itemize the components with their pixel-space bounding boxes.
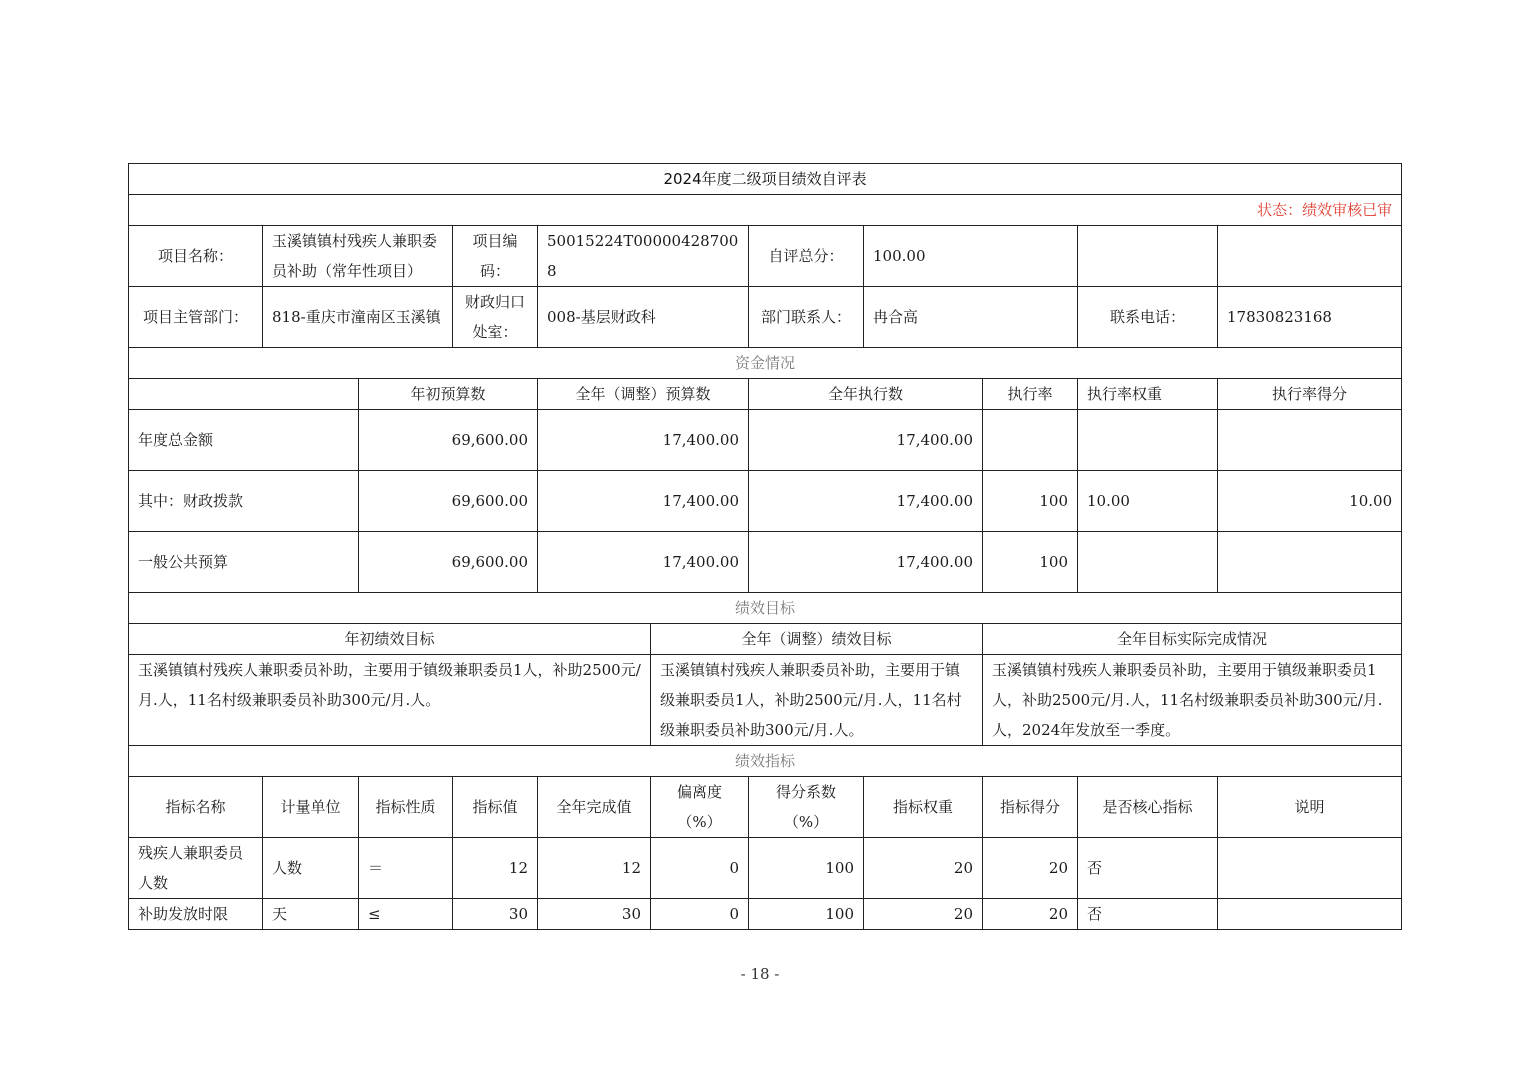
funds-row-score: [1218, 410, 1402, 471]
goals-header-initial: 年初绩效目标: [129, 624, 651, 655]
phone-label: 联系电话：: [1078, 287, 1218, 348]
self-score-value: 100.00: [864, 226, 1078, 287]
indicator-header-core: 是否核心指标: [1078, 777, 1218, 838]
funds-row-label: 年度总金额: [129, 410, 359, 471]
performance-self-evaluation-table: [128, 163, 1402, 930]
table-row: [129, 899, 1402, 930]
table-title: 2024年度二级项目绩效自评表: [129, 164, 1402, 195]
goals-actual-text: 玉溪镇镇村残疾人兼职委员补助，主要用于镇级兼职委员1人，补助2500元/月.人，11名村级兼职委员补助300元/月.人，2024年发放至一季度。: [983, 655, 1402, 746]
contact-label: 部门联系人：: [749, 287, 864, 348]
project-code-value: 50015224T000004287008: [538, 226, 749, 287]
table-row: [129, 838, 1402, 899]
funds-row-executed: 17,400.00: [749, 410, 983, 471]
funds-header-score: 执行率得分: [1218, 379, 1402, 410]
indicator-note: [1218, 838, 1402, 899]
indicator-weight: 20: [864, 899, 983, 930]
funds-row-label: 其中：财政拨款: [129, 471, 359, 532]
indicator-name: 残疾人兼职委员人数: [129, 838, 263, 899]
funds-row-weight: [1078, 532, 1218, 593]
indicator-target: 30: [453, 899, 538, 930]
funds-row-label: 一般公共预算: [129, 532, 359, 593]
indicator-unit: 人数: [263, 838, 359, 899]
indicator-completed: 30: [538, 899, 651, 930]
goals-header-actual: 全年目标实际完成情况: [983, 624, 1402, 655]
indicator-core: 否: [1078, 838, 1218, 899]
funds-row-score: 10.00: [1218, 471, 1402, 532]
indicator-name: 补助发放时限: [129, 899, 263, 930]
page-number: - 18 -: [740, 965, 780, 983]
empty-cell: [1078, 226, 1218, 287]
indicator-header-unit: 计量单位: [263, 777, 359, 838]
funds-header-blank: [129, 379, 359, 410]
indicator-header-weight: 指标权重: [864, 777, 983, 838]
funds-row-rate: [983, 410, 1078, 471]
goals-adjusted-text: 玉溪镇镇村残疾人兼职委员补助，主要用于镇级兼职委员1人，补助2500元/月.人，11名村级兼职委员补助300元/月.人。: [651, 655, 983, 746]
indicator-header-note: 说明: [1218, 777, 1402, 838]
empty-cell: [1218, 226, 1402, 287]
finance-office-value: 008-基层财政科: [538, 287, 749, 348]
funds-row-weight: 10.00: [1078, 471, 1218, 532]
project-name-label: 项目名称：: [129, 226, 263, 287]
indicator-note: [1218, 899, 1402, 930]
project-code-label: 项目编码：: [453, 226, 538, 287]
funds-row-rate: 100: [983, 532, 1078, 593]
indicator-unit: 天: [263, 899, 359, 930]
table-row: [129, 410, 1402, 471]
indicator-core: 否: [1078, 899, 1218, 930]
indicator-weight: 20: [864, 838, 983, 899]
indicator-score: 20: [983, 899, 1078, 930]
indicator-header-nature: 指标性质: [359, 777, 453, 838]
project-name-value: 玉溪镇镇村残疾人兼职委员补助（常年性项目）: [263, 226, 453, 287]
funds-row-adjusted: 17,400.00: [538, 410, 749, 471]
indicator-coefficient: 100: [749, 899, 864, 930]
funds-header-weight: 执行率权重: [1078, 379, 1218, 410]
funds-row-initial: 69,600.00: [359, 471, 538, 532]
funds-row-initial: 69,600.00: [359, 410, 538, 471]
funds-row-weight: [1078, 410, 1218, 471]
self-score-label: 自评总分：: [749, 226, 864, 287]
funds-row-executed: 17,400.00: [749, 471, 983, 532]
indicator-header-score: 指标得分: [983, 777, 1078, 838]
indicator-target: 12: [453, 838, 538, 899]
funds-header-initial: 年初预算数: [359, 379, 538, 410]
funds-row-initial: 69,600.00: [359, 532, 538, 593]
contact-value: 冉合高: [864, 287, 1078, 348]
goals-header-adjusted: 全年（调整）绩效目标: [651, 624, 983, 655]
goals-initial-text: 玉溪镇镇村残疾人兼职委员补助，主要用于镇级兼职委员1人，补助2500元/月.人，11名村级兼职委员补助300元/月.人。: [129, 655, 651, 746]
dept-value: 818-重庆市潼南区玉溪镇: [263, 287, 453, 348]
dept-label: 项目主管部门：: [129, 287, 263, 348]
indicator-header-coefficient: 得分系数（%）: [749, 777, 864, 838]
funds-row-adjusted: 17,400.00: [538, 471, 749, 532]
phone-value: 17830823168: [1218, 287, 1402, 348]
review-status: 状态：绩效审核已审: [129, 195, 1402, 226]
finance-office-label: 财政归口处室：: [453, 287, 538, 348]
indicator-deviation: 0: [651, 838, 749, 899]
funds-header-executed: 全年执行数: [749, 379, 983, 410]
funds-row-rate: 100: [983, 471, 1078, 532]
funds-row-adjusted: 17,400.00: [538, 532, 749, 593]
indicator-score: 20: [983, 838, 1078, 899]
indicator-completed: 12: [538, 838, 651, 899]
indicator-nature: ＝: [359, 838, 453, 899]
indicator-header-deviation: 偏离度（%）: [651, 777, 749, 838]
funds-header-rate: 执行率: [983, 379, 1078, 410]
funds-section-title: 资金情况: [129, 348, 1402, 379]
funds-row-executed: 17,400.00: [749, 532, 983, 593]
indicator-deviation: 0: [651, 899, 749, 930]
funds-row-score: [1218, 532, 1402, 593]
indicator-header-completed: 全年完成值: [538, 777, 651, 838]
indicators-section-title: 绩效指标: [129, 746, 1402, 777]
goals-section-title: 绩效目标: [129, 593, 1402, 624]
indicator-nature: ≤: [359, 899, 453, 930]
indicator-coefficient: 100: [749, 838, 864, 899]
table-row: [129, 471, 1402, 532]
indicator-header-name: 指标名称: [129, 777, 263, 838]
funds-header-adjusted: 全年（调整）预算数: [538, 379, 749, 410]
indicator-header-target: 指标值: [453, 777, 538, 838]
table-row: [129, 532, 1402, 593]
